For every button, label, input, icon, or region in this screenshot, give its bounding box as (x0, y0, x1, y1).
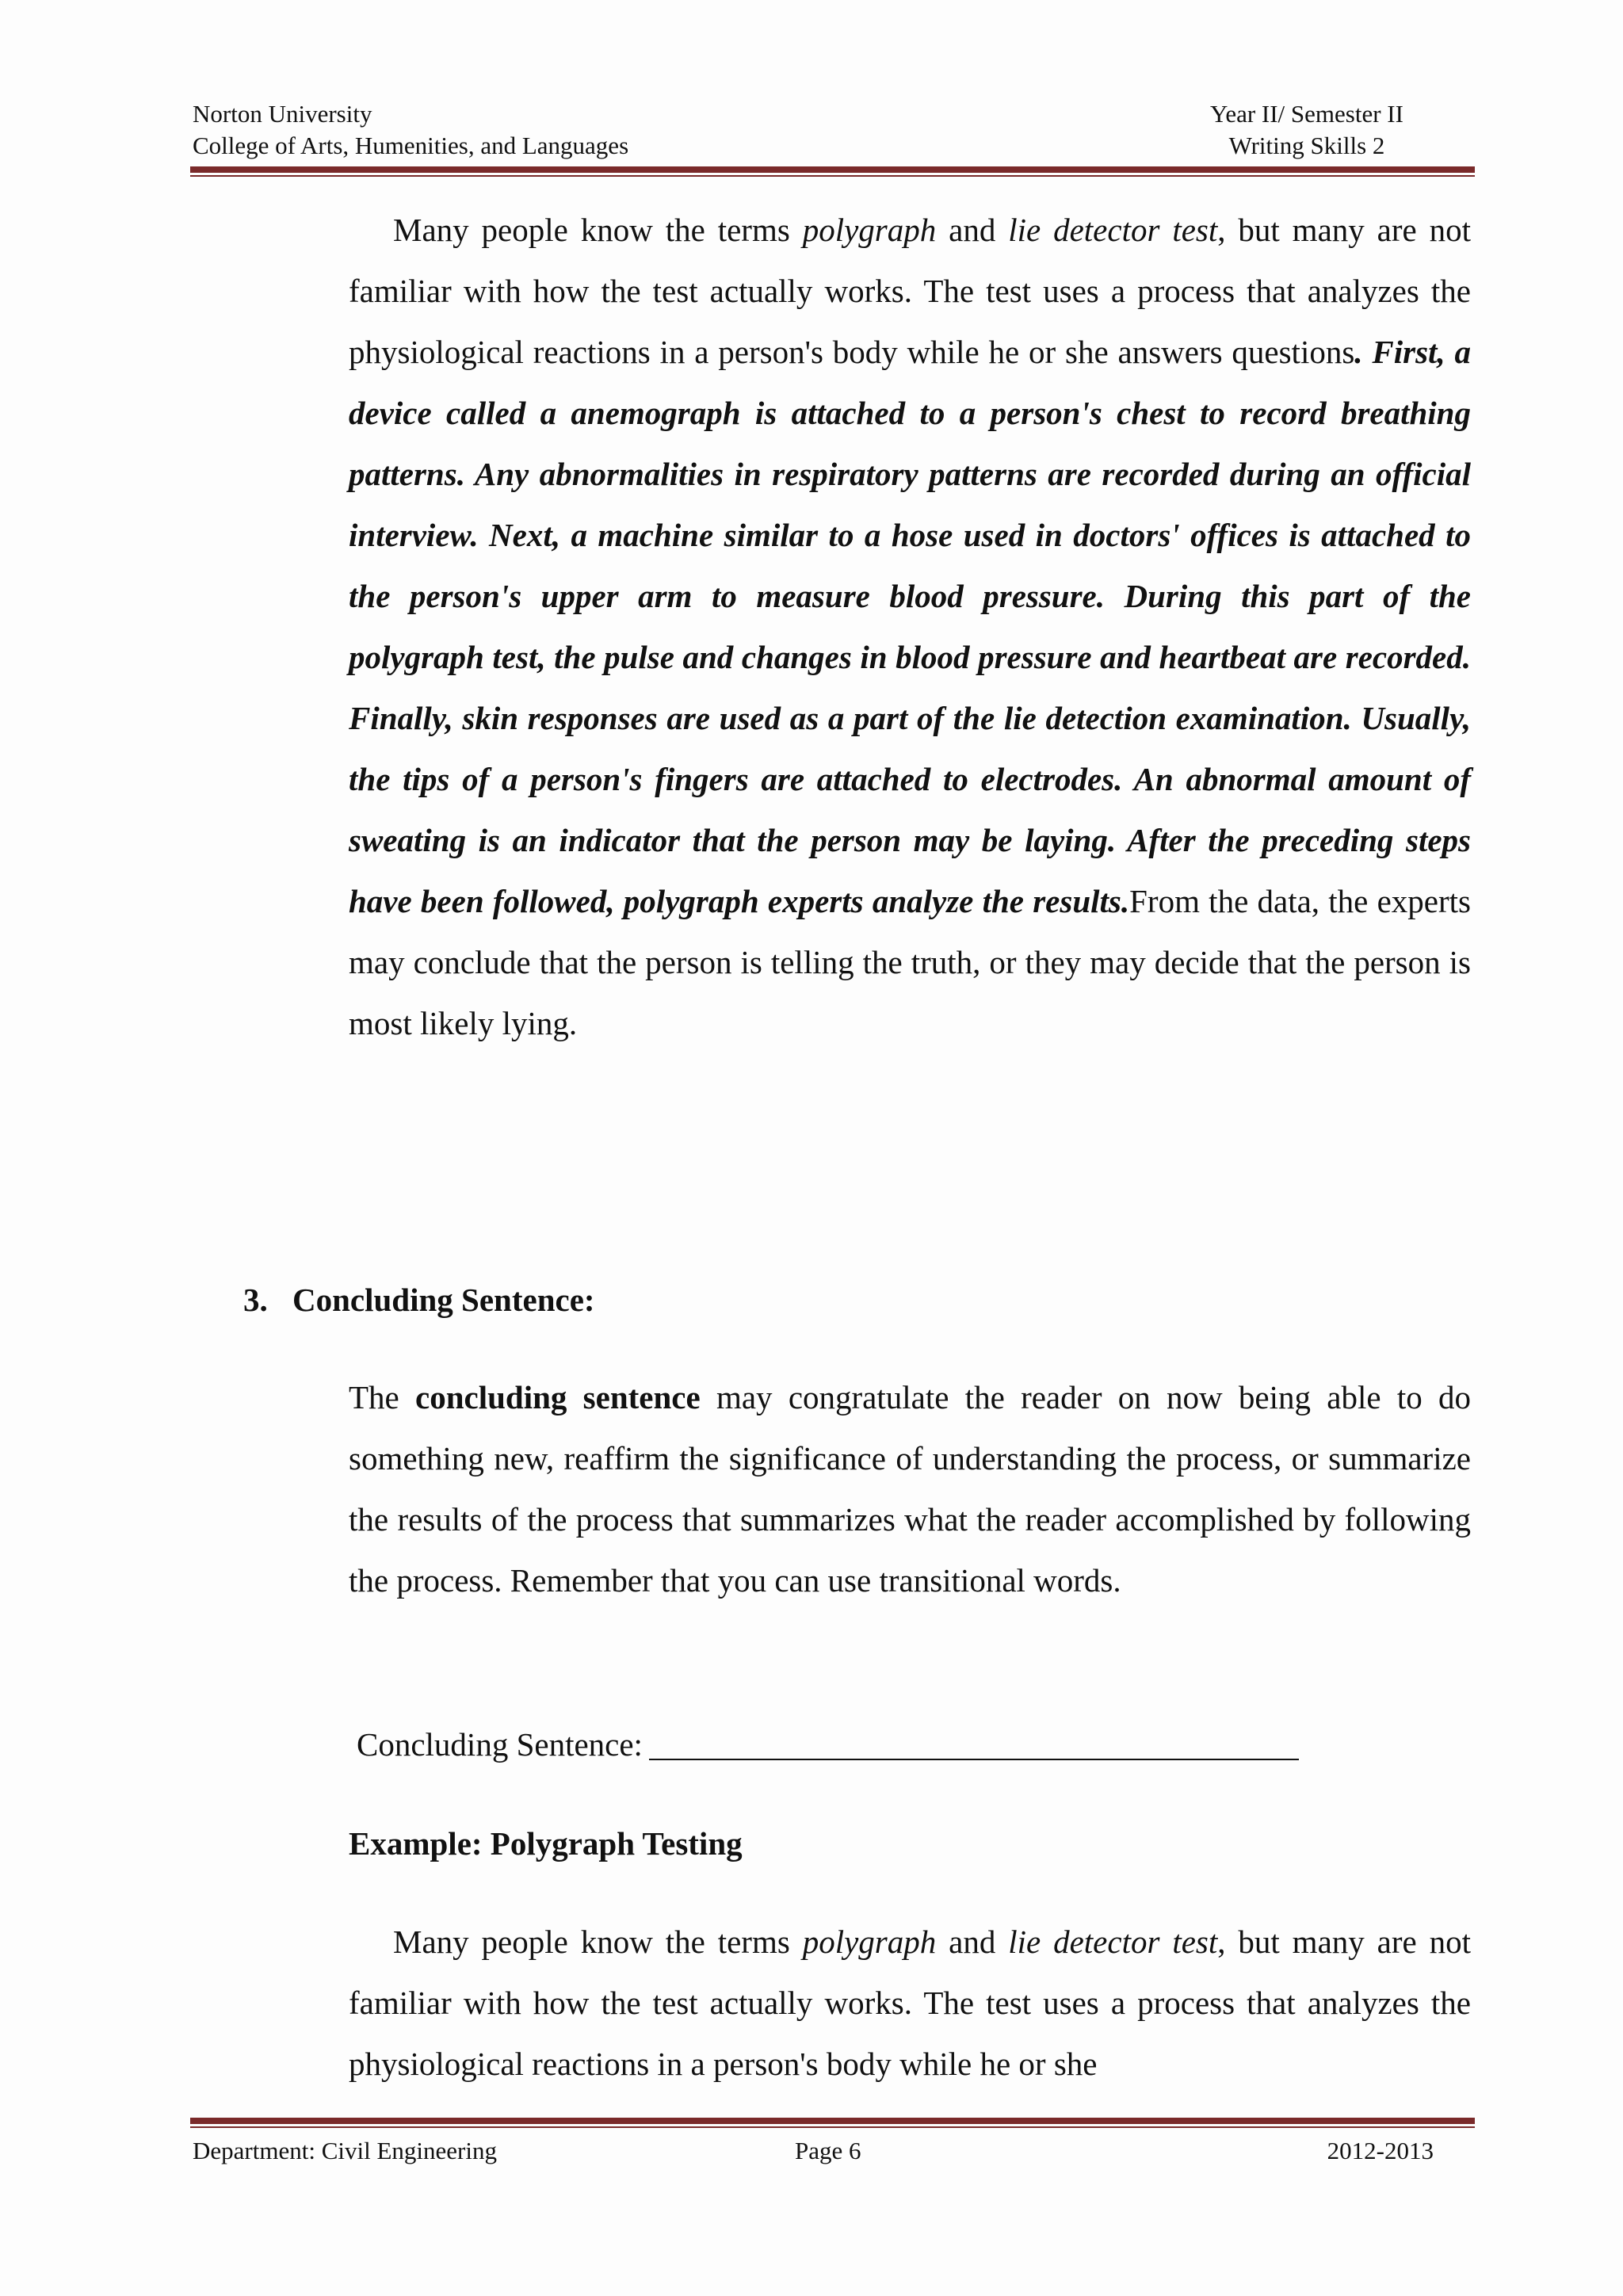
conclusion-text: From the data, the experts may conclude that the person is telling the truth, or they may decide that the person is most likely lying. (349, 883, 1471, 1041)
header-divider (190, 166, 1475, 177)
text: and (936, 1924, 1009, 1960)
bold-term: concluding sentence (415, 1379, 701, 1415)
academic-year: 2012-2013 (1327, 2137, 1434, 2164)
concluding-sentence-blank (357, 1721, 1299, 1768)
example-paragraph (349, 1912, 1471, 2095)
department: Department: Civil Engineering (193, 2137, 497, 2164)
process-steps-text: . First, a device called a anemograph is attached to a person's chest to record breathing patterns. Any abnormalities in respiratory patterns are recorded during an official interview. Next, a machine similar to a hose used in doctors' offices is attached to the person's upper arm to measure blood pressure. During this part of the polygraph test, the pulse and changes in blood pressure and heartbeat are recorded. Finally, skin responses are used as a part of the lie detection examination. Usually, the tips of a person's fingers are attached to electrodes. An abnormal amount of sweating is an indicator that the person may be laying. After the preceding steps have been followed, polygraph experts analyze the results. (349, 334, 1471, 919)
text: , but many are not familiar with how the test actually works. The test uses a process that analyzes the physiological reactions in a person's body while he or she (349, 1924, 1471, 2082)
page-header (193, 98, 1434, 162)
text: Many people know the terms (393, 1924, 803, 1960)
course-name: Writing Skills 2 (1228, 132, 1385, 159)
college-name: College of Arts, Humenities, and Languages (193, 132, 629, 159)
section-number: 3. (243, 1282, 268, 1318)
year-semester: Year II/ Semester II (1210, 100, 1403, 128)
text: Many people know the terms (393, 212, 803, 248)
term-polygraph: polygraph (802, 1924, 937, 1960)
page-number: Page 6 (795, 2137, 861, 2164)
fill-in-line[interactable] (649, 1727, 1299, 1760)
term-lie-detector: lie detector test (1008, 1924, 1218, 1960)
section-title: Concluding Sentence: (292, 1282, 595, 1318)
text: The (349, 1379, 416, 1415)
text: and (936, 212, 1009, 248)
section-heading (243, 1276, 595, 1324)
example-title: Example: Polygraph Testing (349, 1825, 743, 1862)
term-lie-detector: lie detector test (1008, 212, 1218, 248)
concluding-sentence-paragraph (349, 1367, 1471, 1611)
polygraph-paragraph (349, 200, 1471, 1054)
footer-divider (190, 2118, 1475, 2128)
text: may congratulate the reader on now being able to do something new, reaffirm the significance of understanding the process, or summarize the results of the process that summarizes what the reader accomplished by following the process. Remember that you can use transitional words. (349, 1379, 1471, 1599)
term-polygraph: polygraph (802, 212, 937, 248)
university-name: Norton University (193, 100, 372, 128)
text: , but many are not familiar with how the test actually works. The test uses a process that analyzes the physiological reactions in a person's body while he or she answers questions (349, 212, 1471, 370)
blank-label: Concluding Sentence: (357, 1726, 643, 1763)
